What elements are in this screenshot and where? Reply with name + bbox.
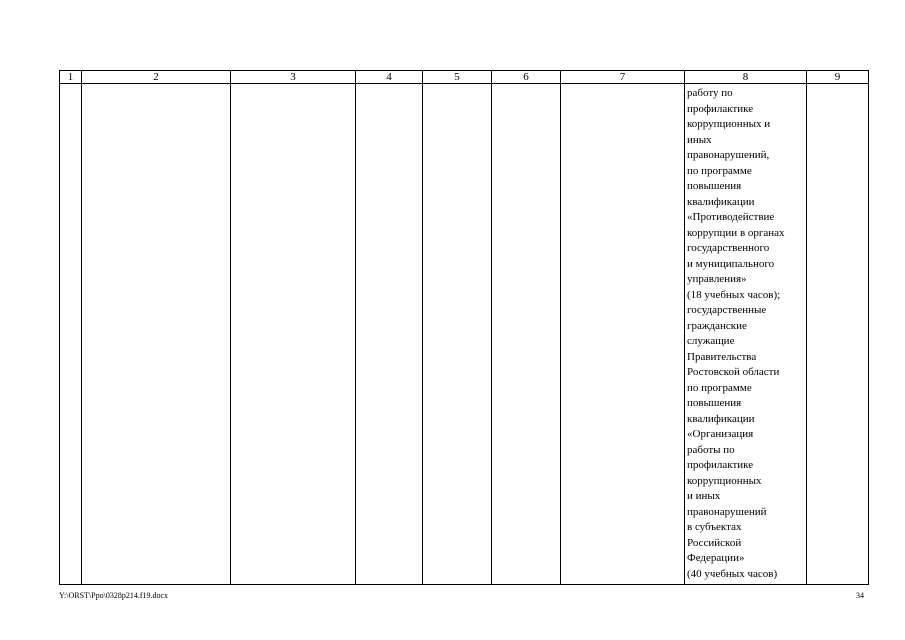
cell-text-col5 [423, 84, 491, 86]
table-row [60, 84, 869, 585]
cell-text-col4 [356, 84, 422, 86]
column-header-6: 6 [492, 71, 561, 84]
table-cell-col2 [82, 84, 231, 585]
table-cell-col3 [231, 84, 356, 585]
cell-text-col9 [807, 84, 868, 86]
table-cell-col6 [492, 84, 561, 585]
column-header-4: 4 [356, 71, 423, 84]
table-cell-col4 [356, 84, 423, 585]
cell-text-col8: работу по профилактике коррупционных и иных правонарушений, по программе повышения квалификации «Противодействие коррупции в органах государственного и муниципального управления» (18 учебных часов); государственные гражданские служащие Правительства Ростовской области по программе повышения квалификации «Организация работы по профилактике коррупционных и иных правонарушений в субъектах Российской Федерации» (40 учебных часов) [687, 87, 785, 580]
column-header-9: 9 [807, 71, 869, 84]
table-header-row [60, 71, 869, 84]
table-cell-col1 [60, 84, 82, 585]
column-header-1: 1 [60, 71, 82, 84]
footer-file-path: Y:\ORST\Ppo\0328p214.f19.docx [59, 591, 169, 600]
table-cell-col8 [685, 84, 807, 585]
table-cell-col9 [807, 84, 869, 585]
cell-text-col6 [492, 84, 560, 86]
document-table [59, 70, 869, 585]
cell-text-col3 [231, 84, 355, 86]
page-number: 34 [856, 591, 864, 600]
column-header-8: 8 [685, 71, 807, 84]
column-header-7: 7 [561, 71, 685, 84]
column-header-5: 5 [423, 71, 492, 84]
cell-text-col1 [60, 84, 81, 86]
column-header-3: 3 [231, 71, 356, 84]
table-cell-col5 [423, 84, 492, 585]
table-cell-col7 [561, 84, 685, 585]
column-header-2: 2 [82, 71, 231, 84]
cell-text-col2 [82, 84, 230, 86]
cell-text-col7 [561, 84, 684, 86]
document-page [59, 70, 869, 585]
